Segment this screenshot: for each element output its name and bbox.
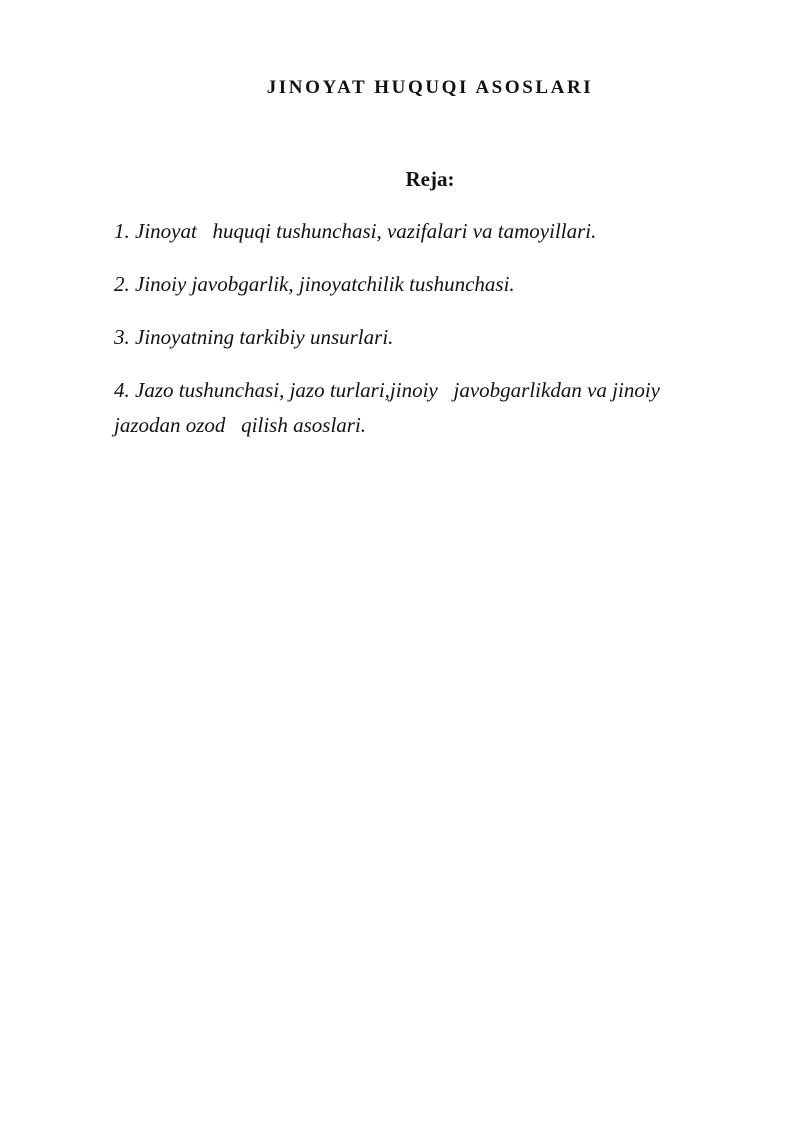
- plan-item-1: 1. Jinoyat huquqi tushunchasi, vazifalari va tamoyillari.: [114, 219, 597, 243]
- plan-heading: Reja:: [405, 167, 455, 191]
- plan-item-2: 2. Jinoiy javobgarlik, jinoyatchilik tushunchasi.: [114, 272, 515, 296]
- plan-item-3: 3. Jinoyatning tarkibiy unsurlari.: [114, 325, 394, 349]
- plan-list: [114, 214, 714, 461]
- document-title: JINOYAT HUQUQI ASOSLARI: [266, 77, 594, 98]
- plan-item-4: 4. Jazo tushunchasi, jazo turlari,jinoiy javobgarlikdan va jinoiy jazodan ozod qilish asoslari.: [114, 378, 660, 437]
